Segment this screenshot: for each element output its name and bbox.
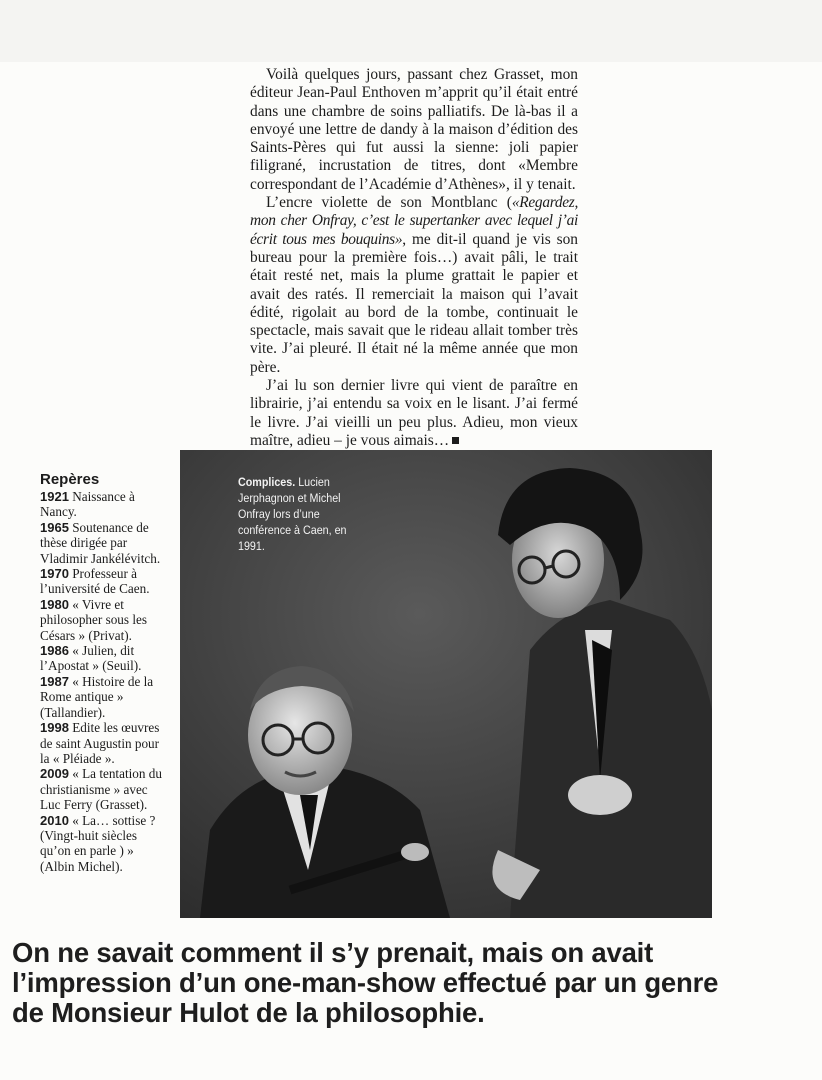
repere-year: 1998	[40, 720, 69, 736]
article-quote: «Regardez, mon cher Onfray, c’est le supertanker avec lequel j’ai écrit tous mes bouquins»	[250, 194, 578, 248]
repere-entry	[40, 520, 166, 566]
repere-year: 2010	[40, 812, 69, 828]
repere-year: 2009	[40, 766, 69, 782]
repere-text: Professeur à l’université de Caen.	[40, 566, 150, 597]
caption-bold: Complices.	[238, 475, 296, 489]
article-text: J’ai lu son dernier livre qui vient de paraître en librairie, j’ai entendu sa voix en le lisant. J’ai fermé le livre. J’ai vieilli un peu plus. Adieu, mon vieux maître, adieu – je vous aimais…	[250, 377, 578, 449]
repere-year: 1980	[40, 596, 69, 612]
repere-text: « Histoire de la Rome antique » (Tallandier).	[40, 673, 154, 720]
repere-entry	[40, 674, 166, 720]
repere-text: Soutenance de thèse dirigée par Vladimir Jankélévitch.	[40, 519, 161, 566]
repere-text: « Julien, dit l’Apostat » (Seuil).	[40, 643, 142, 674]
headline-line: l’impression d’un one-man-show effectué par un genre	[12, 968, 719, 998]
right-man-coat	[510, 600, 712, 918]
repere-text: « La… sottise ? (Vingt-huit siècles qu’on en parle ) » (Albin Michel).	[40, 812, 156, 874]
repere-year: 1970	[40, 566, 69, 582]
repere-year: 1921	[40, 489, 69, 504]
end-of-article-mark	[452, 437, 459, 444]
reperes-title: Repères	[40, 471, 100, 488]
repere-text: « Vivre et philosopher sous les Césars » (Privat).	[40, 596, 147, 643]
article-paragraph	[250, 66, 578, 194]
article-text: , me dit-il quand je vis son bureau pour la première fois…) avait pâli, le trait était resté net, mais la plume grattait le papier et avait des ratés. Il remerciait la maison qui l’avait édité, rigolait au bord de la tombe, continuait le spectacle, mais savait que le rideau allait tomber très vite. J’ai pleuré. Il était né la même année que mon père.	[250, 230, 578, 376]
repere-entry	[40, 566, 166, 597]
repere-text: Naissance à Nancy.	[40, 489, 135, 520]
right-man-hand	[568, 775, 632, 815]
article-paragraph	[250, 377, 578, 450]
repere-year: 1987	[40, 673, 69, 689]
repere-entry	[40, 643, 166, 674]
headline-line: On ne savait comment il s’y prenait, mais on avait	[12, 938, 654, 968]
article-paragraph	[250, 194, 578, 377]
repere-entry	[40, 489, 166, 520]
repere-entry	[40, 766, 166, 812]
headline-line: de Monsieur Hulot de la philosophie.	[12, 998, 485, 1028]
photo-complices	[180, 450, 712, 918]
repere-year: 1965	[40, 519, 69, 535]
repere-entry	[40, 720, 166, 766]
reperes-list	[40, 489, 166, 874]
article-text: L’encre violette de son Montblanc (	[266, 194, 512, 212]
photo-caption	[238, 474, 356, 554]
repere-entry	[40, 597, 166, 643]
article-body	[250, 66, 578, 450]
repere-text: « La tentation du christianisme » avec Luc Ferry (Grasset).	[40, 766, 162, 813]
repere-entry	[40, 813, 166, 875]
repere-text: Edite les œuvres de saint Augustin pour la « Pléiade ».	[40, 720, 160, 766]
pull-quote-headline	[12, 938, 822, 1028]
reperes-box	[40, 471, 166, 874]
caption-text: Lucien Jerphagnon et Michel Onfray lors d’une conférence à Caen, en 1991.	[238, 475, 347, 553]
page-top-strip	[0, 0, 822, 62]
article-text: Voilà quelques jours, passant chez Grasset, mon éditeur Jean-Paul Enthoven m’apprit qu’il était entré dans une chambre de soins palliatifs. De là-bas il a envoyé une lettre de dandy à la maison d’édition des Saints-Pères qui fut aussi la sienne: joli papier filigrané, incrustation de titres, dont «Membre correspondant de l’Académie d’Athènes», il y tenait.	[250, 66, 578, 193]
repere-year: 1986	[40, 643, 69, 659]
